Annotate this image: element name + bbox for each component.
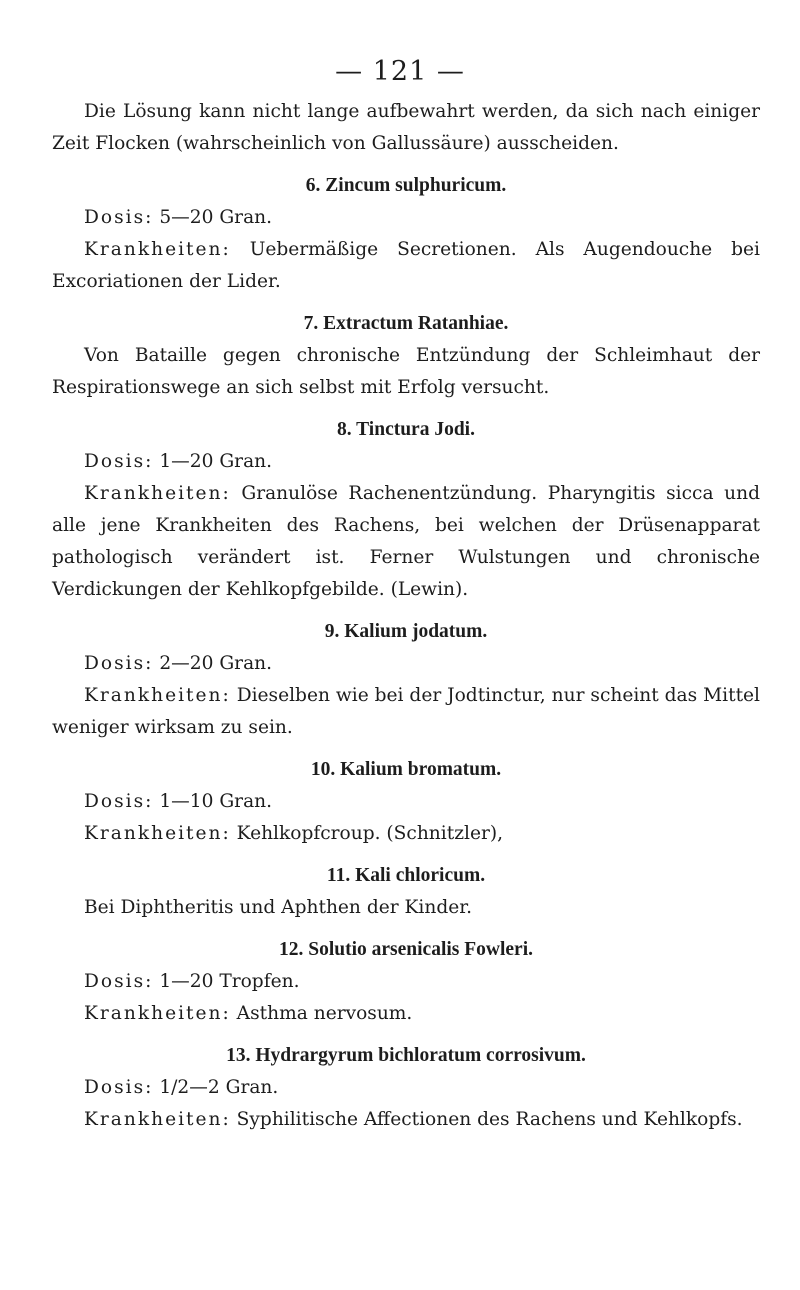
section-heading: 13. Hydrargyrum bichloratum corrosivum. — [226, 1045, 586, 1066]
krankheiten-label: Krankheiten: — [84, 685, 231, 706]
dosis-label: Dosis: — [84, 207, 154, 228]
section-heading: 8. Tinctura Jodi. — [337, 419, 475, 440]
dosis-value: 1/2—2 Gran. — [159, 1077, 279, 1098]
krankheiten-text: Asthma nervosum. — [236, 1003, 413, 1024]
krankheiten-paragraph — [52, 234, 760, 298]
dosis-label: Dosis: — [84, 1077, 154, 1098]
dosis-value: 5—20 Gran. — [159, 207, 273, 228]
dosis-label: Dosis: — [84, 451, 154, 472]
dosis-value: 1—20 Tropfen. — [159, 971, 300, 992]
dosis-label: Dosis: — [84, 971, 154, 992]
dosis-value: 2—20 Gran. — [159, 653, 273, 674]
intro-paragraph: Die Lösung kann nicht lange aufbewahrt werden, da sich nach einiger Zeit Flocken (wahrscheinlich von Gallussäure) ausscheiden. — [52, 101, 760, 154]
page-body — [52, 96, 760, 1136]
dosis-line — [52, 648, 760, 680]
dosis-label: Dosis: — [84, 791, 154, 812]
krankheiten-paragraph — [52, 998, 760, 1030]
section-heading: 7. Extractum Ratanhiae. — [303, 313, 509, 334]
section-text: Bei Diphtheritis und Aphthen der Kinder. — [84, 897, 472, 918]
section-heading: 6. Zincum sulphuricum. — [305, 175, 507, 196]
dosis-line — [52, 202, 760, 234]
dosis-line — [52, 446, 760, 478]
section-heading: 9. Kalium jodatum. — [324, 621, 488, 642]
krankheiten-label: Krankheiten: — [84, 483, 231, 504]
section-text: Von Bataille gegen chronische Entzündung der Schleimhaut der Respirationswege an sich selbst mit Erfolg versucht. — [52, 345, 760, 398]
krankheiten-text: Syphilitische Affectionen des Rachens und Kehlkopfs. — [236, 1109, 743, 1130]
dosis-value: 1—10 Gran. — [159, 791, 273, 812]
page-number: — 121 — — [335, 56, 465, 87]
dosis-value: 1—20 Gran. — [159, 451, 273, 472]
krankheiten-paragraph — [52, 478, 760, 606]
krankheiten-paragraph — [52, 680, 760, 744]
krankheiten-text: Granulöse Rachenentzündung. Pharyngitis sicca und alle jene Krankheiten des Rachens, bei welchen der Drüsenapparat pathologisch verändert ist. Ferner Wulstungen und chronische Verdickungen der Kehlkopfgebilde. (Lewin). — [52, 483, 760, 600]
krankheiten-paragraph — [52, 818, 760, 850]
krankheiten-label: Krankheiten: — [84, 239, 231, 260]
krankheiten-text: Dieselben wie bei der Jodtinctur, nur scheint das Mittel weniger wirksam zu sein. — [52, 685, 760, 738]
section-heading: 11. Kali chloricum. — [326, 865, 486, 886]
dosis-line — [52, 966, 760, 998]
section-heading: 12. Solutio arsenicalis Fowleri. — [278, 939, 534, 960]
krankheiten-paragraph — [52, 1104, 760, 1136]
krankheiten-text: Uebermäßige Secretionen. Als Augendouche bei Excoriationen der Lider. — [52, 239, 760, 292]
krankheiten-label: Krankheiten: — [84, 823, 231, 844]
dosis-line — [52, 1072, 760, 1104]
krankheiten-label: Krankheiten: — [84, 1003, 231, 1024]
krankheiten-text: Kehlkopfcroup. (Schnitzler), — [236, 823, 504, 844]
dosis-line — [52, 786, 760, 818]
dosis-label: Dosis: — [84, 653, 154, 674]
section-heading: 10. Kalium bromatum. — [310, 759, 502, 780]
krankheiten-label: Krankheiten: — [84, 1109, 231, 1130]
